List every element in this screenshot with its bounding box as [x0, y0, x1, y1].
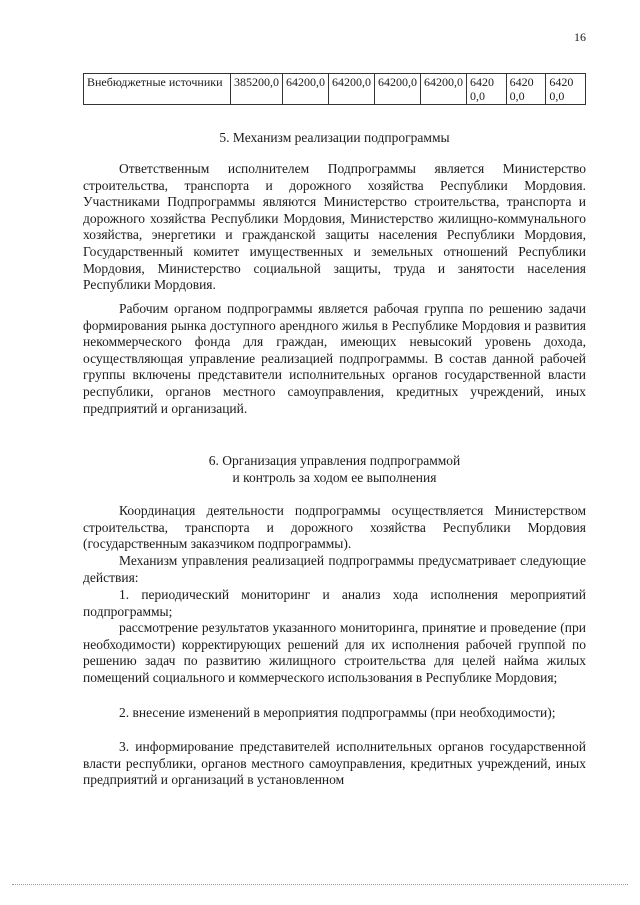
funding-table [83, 73, 586, 105]
table-cell: 6420 0,0 [467, 74, 507, 105]
table-cell: 64200,0 [283, 74, 329, 105]
table-cell: 6420 0,0 [546, 74, 586, 105]
table-row [84, 74, 586, 105]
section-6-title-line2: и контроль за ходом ее выполнения [232, 470, 437, 485]
scan-edge-line [12, 884, 628, 885]
row-label: Внебюджетные источники [84, 74, 231, 105]
paragraph: рассмотрение результатов указанного мониторинга, принятие и проведение (при необходимости) корректирующих решений для их исполнения рабочей группой по решению задач по развитию жилищного строительства для целей найма жилых помещений социального и коммерческого использования в Республике Мордовия; [83, 620, 586, 685]
table-cell: 6420 0,0 [506, 74, 546, 105]
paragraph: Координация деятельности подпрограммы осуществляется Министерством строительства, транспорта и дорожного хозяйства Республики Мордовия (государственным заказчиком подпрограммы). [83, 503, 586, 552]
paragraph: Механизм управления реализацией подпрограммы предусматривает следующие действия: [83, 553, 586, 585]
paragraph: 1. периодический мониторинг и анализ хода исполнения мероприятий подпрограммы; [83, 587, 586, 619]
table-cell: 64200,0 [329, 74, 375, 105]
paragraph: 3. информирование представителей исполнительных органов государственной власти республики, органов местного самоуправления, кредитных учреждений, иных предприятий и организаций в установленном [83, 739, 586, 788]
paragraph: Ответственным исполнителем Подпрограммы является Министерство строительства, транспорта и дорожного хозяйства Республики Мордовия. Участниками Подпрограммы являются Министерство строительства, транспорта и дорожного хозяйства Республики Мордовия, Министерство жилищно-коммунального хозяйства, энергетики и гражданской защиты населения Республики Мордовия, Государственный комитет имущественных и земельных отношений Республики Мордовия, Министерство социальной защиты, труда и занятости населения Республики Мордовия. [83, 161, 586, 293]
page-number: 16 [574, 30, 586, 44]
paragraph: 2. внесение изменений в мероприятия подпрограммы (при необходимости); [119, 705, 556, 720]
table-cell: 64200,0 [421, 74, 467, 105]
section-6-title-line1: 6. Организация управления подпрограммой [208, 453, 461, 468]
paragraph: Рабочим органом подпрограммы является рабочая группа по решению задачи формирования рынка доступного арендного жилья в Республике Мордовия и развития некоммерческого фонда для граждан, имеющих невысокий уровень дохода, осуществляющая управление реализацией подпрограммы. В состав данной рабочей группы включены представители исполнительных органов государственной власти республики, органов местного самоуправления, кредитных учреждений, иных предприятий и организаций. [83, 301, 586, 416]
section-5-title: 5. Механизм реализации подпрограммы [219, 130, 450, 145]
table-cell: 64200,0 [375, 74, 421, 105]
table-cell: 385200,0 [231, 74, 283, 105]
